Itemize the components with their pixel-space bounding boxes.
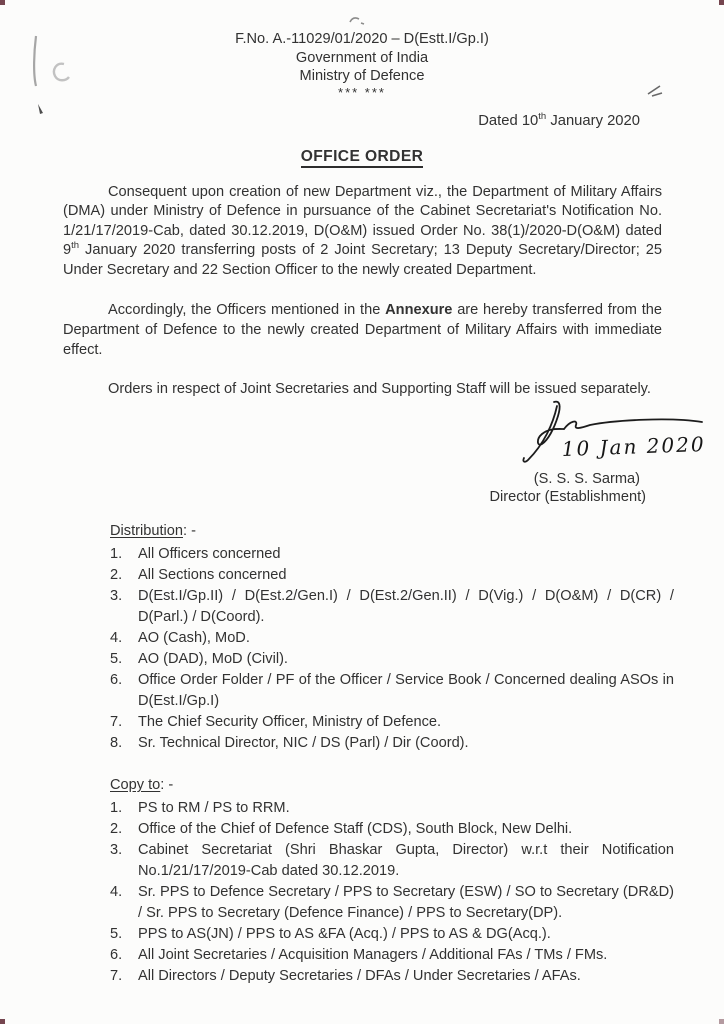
paragraph-2-text: Accordingly, the Officers mentioned in the (108, 302, 386, 319)
copy-to-list (110, 798, 674, 987)
scan-corner-mark (0, 0, 5, 5)
distribution-list (110, 544, 674, 754)
copy-to-heading-suffix: : - (160, 776, 174, 793)
copy-to-item: Office of the Chief of Defence Staff (CDS), South Block, New Delhi. (138, 820, 573, 837)
date-ordinal: th (538, 110, 547, 122)
paragraph-1-ordinal: th (71, 240, 80, 252)
paragraph-2 (63, 301, 662, 360)
file-number: F.No. A.-11029/01/2020 – D(Estt.I/Gp.I) (235, 31, 489, 47)
distribution-item: All Sections concerned (138, 566, 287, 583)
paragraph-2-text-cont: are hereby transferred from the Department of Defence to the newly created Department of Military Affairs with immediate effect. (63, 302, 663, 358)
org-line-1: Government of India (295, 49, 429, 66)
paragraph-1 (63, 183, 662, 281)
copy-to-item: PS to RM / PS to RRM. (138, 799, 290, 816)
paragraph-1-text: Consequent upon creation of new Department viz., the Department of Military Affairs (DMA) under Ministry of Defence in pursuance of the Cabinet Secretariat's Notification No. 1/21/17/2019-Cab, dated 30.12.2019, D(O&M) issued Order No. 38(1)/2020-D(O&M) dated 9 (63, 183, 662, 259)
distribution-item: Sr. Technical Director, NIC / DS (Parl) / Dir (Coord). (138, 734, 469, 751)
copy-to-heading-word: Copy to (110, 776, 161, 793)
handwritten-signature (520, 398, 712, 470)
distribution-section (110, 521, 674, 754)
distribution-heading-suffix: : - (183, 522, 196, 539)
signatory-name: (S. S. S. Sarma) (533, 470, 640, 487)
annexure-emphasis: Annexure (385, 302, 453, 319)
signature-zone (0, 402, 724, 466)
org-line-2: Ministry of Defence (299, 68, 425, 84)
copy-to-item: Cabinet Secretariat (Shri Bhaskar Gupta, Director) w.r.t their Notification No.1/21/17/2019-Cab dated 30.12.2019. (138, 841, 674, 879)
scan-corner-mark (719, 0, 724, 5)
distribution-item: Office Order Folder / PF of the Officer / Service Book / Concerned dealing ASOs in D(Est.I/Gp.I) (138, 671, 674, 709)
copy-to-heading (110, 775, 674, 796)
copy-to-item: All Directors / Deputy Secretaries / DFAs / Under Secretaries / AFAs. (138, 967, 581, 984)
distribution-item: The Chief Security Officer, Ministry of Defence. (138, 713, 442, 730)
date-line (0, 110, 724, 129)
paragraph-1-text-cont: January 2020 transferring posts of 2 Joint Secretary; 13 Deputy Secretary/Director; 25 Under Secretary and 22 Section Officer to the newly created Department. (63, 242, 662, 278)
scan-corner-mark (719, 1019, 724, 1024)
distribution-item: AO (DAD), MoD (Civil). (138, 650, 288, 667)
copy-to-item: Sr. PPS to Defence Secretary / PPS to Secretary (ESW) / SO to Secretary (DR&D) / Sr. PPS to Secretary (Defence Finance) / PPS to Secretary(DP). (138, 883, 674, 921)
paragraph-3: Orders in respect of Joint Secretaries and Supporting Staff will be issued separately. (108, 381, 651, 398)
distribution-item: D(Est.I/Gp.II) / D(Est.2/Gen.I) / D(Est.2/Gen.II) / D(Vig.) / D(O&M) / D(CR) / D(Parl.) / D(Coord). (138, 587, 674, 625)
distribution-heading-word: Distribution (110, 522, 183, 539)
distribution-heading (110, 521, 674, 542)
copy-to-item: All Joint Secretaries / Acquisition Managers / Additional FAs / TMs / FMs. (138, 946, 608, 963)
date-text-suffix: January 2020 (546, 112, 640, 129)
document-header (0, 0, 724, 100)
page-title: OFFICE ORDER (301, 148, 424, 168)
copy-to-item: PPS to AS(JN) / PPS to AS &FA (Acq.) / PPS to AS & DG(Acq.). (138, 925, 551, 942)
copy-to-section (110, 775, 674, 987)
distribution-item: All Officers concerned (138, 545, 281, 562)
handwritten-date: 10 Jan 2020 (561, 431, 706, 461)
header-separator: *** *** (338, 84, 386, 100)
scan-corner-mark (0, 1019, 5, 1024)
distribution-item: AO (Cash), MoD. (138, 629, 250, 646)
date-text: Dated 10 (478, 112, 539, 129)
signatory-designation: Director (Establishment) (489, 489, 646, 506)
